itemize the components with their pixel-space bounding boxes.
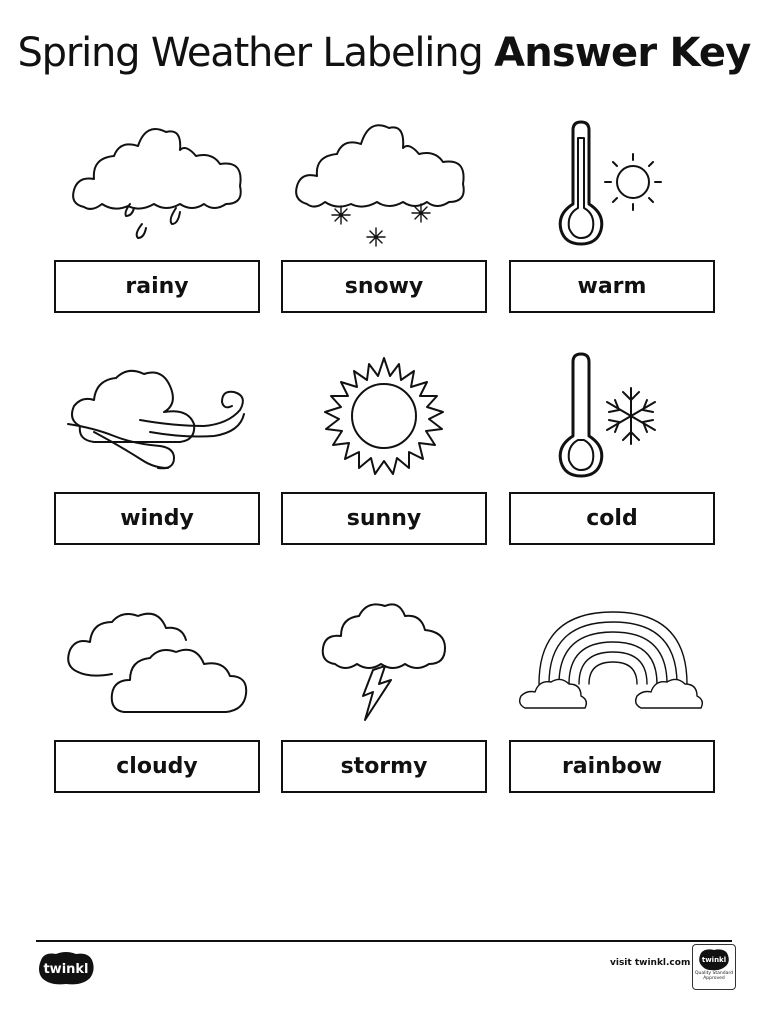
badge-logo-text: twinkl [701, 956, 727, 964]
clouds-icon [54, 592, 260, 732]
label-box: stormy [281, 740, 487, 793]
weather-card-stormy [281, 592, 487, 822]
weather-card-cold [509, 344, 715, 574]
thermometer-sun-icon [509, 112, 715, 252]
weather-card-sunny [281, 344, 487, 574]
quality-badge [692, 944, 736, 990]
page-title [0, 30, 768, 76]
weather-card-snowy [281, 112, 487, 342]
weather-card-rainy [54, 112, 260, 342]
snow-cloud-icon [281, 112, 487, 252]
label-box: snowy [281, 260, 487, 313]
badge-caption: Quality Standard Approved [695, 971, 733, 981]
title-regular: Spring Weather Labeling [17, 30, 483, 76]
weather-card-cloudy [54, 592, 260, 822]
twinkl-logo [36, 950, 96, 986]
thermometer-snowflake-icon [509, 344, 715, 484]
label-box: rainy [54, 260, 260, 313]
wind-cloud-icon [54, 344, 260, 484]
logo-text: twinkl [43, 962, 89, 977]
label-box: warm [509, 260, 715, 313]
weather-card-rainbow [509, 592, 715, 822]
sun-icon [281, 344, 487, 484]
label-box: windy [54, 492, 260, 545]
title-bold: Answer Key [494, 30, 751, 76]
label-box: cloudy [54, 740, 260, 793]
label-box: rainbow [509, 740, 715, 793]
rainbow-icon [509, 592, 715, 732]
weather-card-windy [54, 344, 260, 574]
visit-link[interactable]: visit twinkl.com [610, 958, 691, 968]
footer-divider [36, 940, 732, 942]
label-box: sunny [281, 492, 487, 545]
storm-cloud-icon [281, 592, 487, 732]
label-box: cold [509, 492, 715, 545]
weather-card-warm [509, 112, 715, 342]
rain-cloud-icon [54, 112, 260, 252]
